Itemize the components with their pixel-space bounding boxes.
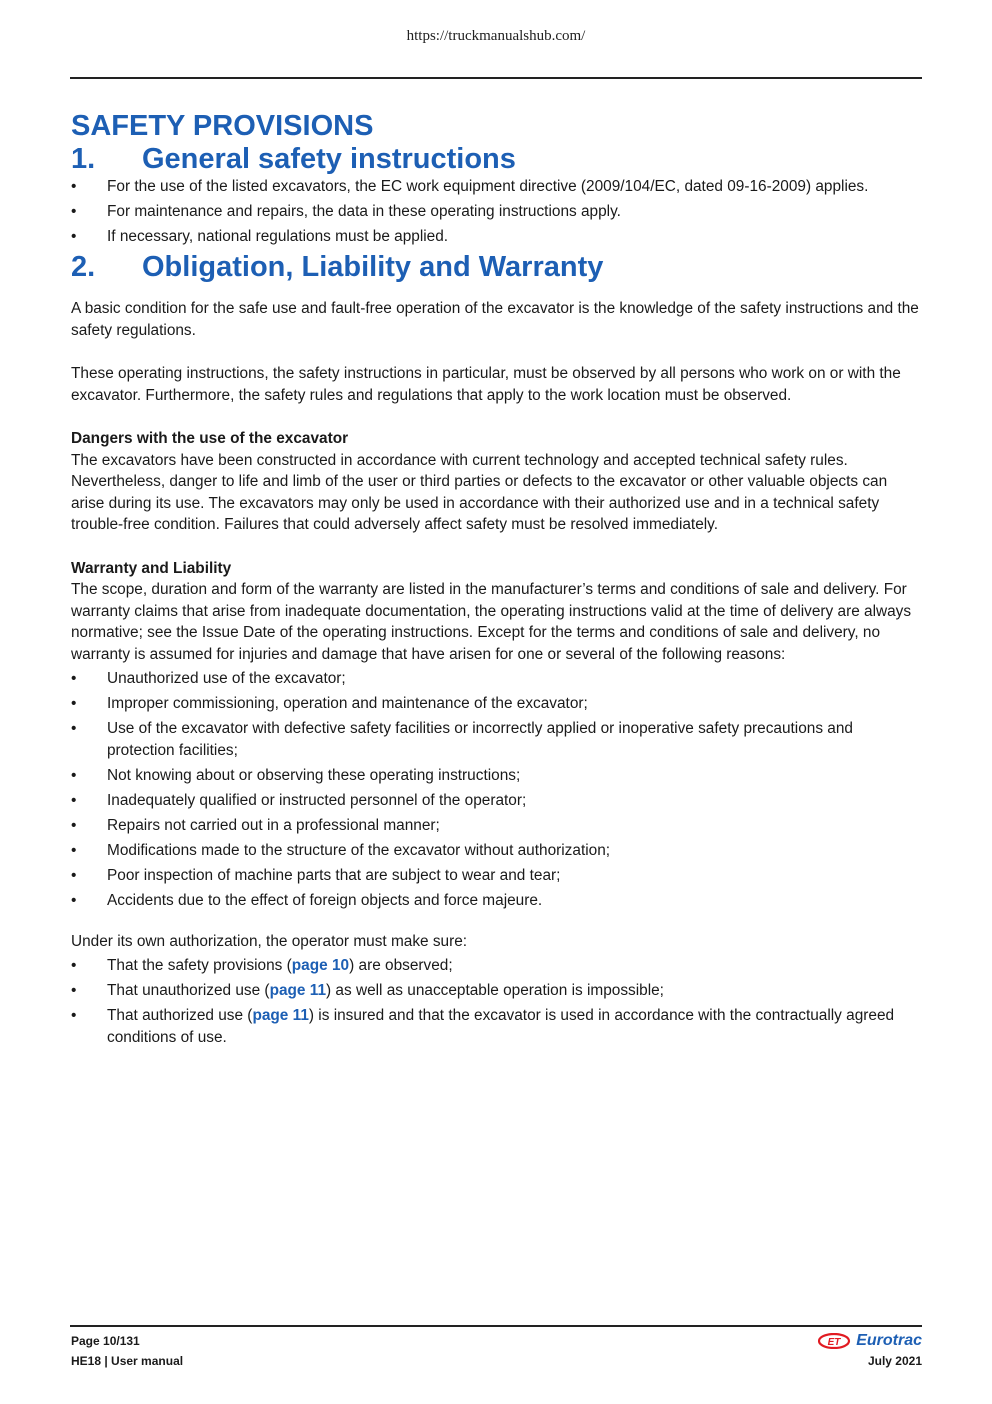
footer-date: July 2021 (867, 1354, 922, 1368)
page-link[interactable]: page 11 (252, 1007, 309, 1024)
list-item: • Inadequately qualified or instructed personnel of the operator; (71, 791, 527, 809)
footer-rule (70, 1325, 922, 1327)
list-item-text: That the safety provisions ( (107, 957, 292, 974)
dangers-paragraph: The excavators have been constructed in accordance with current technology and accepted technical safety rules. Nevertheless, danger to life and limb of the user or third parties or defects to the excavator or other valuable objects can arise during its use. The excavators may only be used in accordance with their authorized use and in a technical safety trouble-free condition. Failures that could adversely affect safety must be resolved immediately. (71, 451, 888, 533)
operator-intro: Under its own authorization, the operator must make sure: (71, 932, 468, 950)
list-item: • Use of the excavator with defective safety facilities or incorrectly applied or inoperative safety precautions and protection facilities; (71, 720, 853, 759)
section1-list (71, 176, 923, 248)
warranty-paragraph: The scope, duration and form of the warranty are listed in the manufacturer’s terms and conditions of sale and delivery. For warranty claims that arise from inadequate documentation, the operating instructions valid at the time of delivery are always normative; see the Issue Date of the operating instructions. Except for the terms and conditions of sale and delivery, no warranty is assumed for injuries and damage that have arisen for one or several of the following reasons: (71, 581, 912, 663)
list-item: • Improper commissioning, operation and maintenance of the excavator; (71, 695, 588, 712)
list-item-text: For maintenance and repairs, the data in these operating instructions apply. (107, 203, 621, 220)
list-item: • That the safety provisions (page 10) are observed; (71, 957, 453, 974)
footer-left (71, 1331, 183, 1371)
document-name: HE18 | User manual (71, 1354, 184, 1368)
header-url: https://truckmanualshub.com/ (406, 28, 586, 44)
section2-heading (71, 251, 923, 284)
paragraph-observance: These operating instructions, the safety instructions in particular, must be observed by all persons who work on or with the excavator. Furthermore, the safety rules and regulations that apply to the work location must be observed. (71, 365, 901, 404)
svg-text:ET: ET (827, 1337, 841, 1348)
list-item: • Not knowing about or observing these operating instructions; (71, 766, 521, 784)
page-link[interactable]: page 10 (291, 957, 350, 974)
section2-title: Obligation, Liability and Warranty (142, 251, 604, 283)
list-item: • If necessary, national regulations must be applied. (71, 228, 449, 245)
list-item: • Accidents due to the effect of foreign objects and force majeure. (71, 891, 543, 909)
list-item: • Repairs not carried out in a professional manner; (71, 816, 440, 834)
list-item-text: Not knowing about or observing these operating instructions; (107, 766, 521, 784)
list-item: • For the use of the listed excavators, the EC work equipment directive (2009/104/EC, dated 09-16-2009) applies. (71, 178, 869, 195)
reasons-list (71, 668, 923, 911)
list-item: • Poor inspection of machine parts that are subject to wear and tear; (71, 866, 561, 884)
list-item-text: Unauthorized use of the excavator; (107, 670, 346, 687)
list-item-text: ) is insured and that the excavator is used in accordance with the contractually agreed conditions of use. (107, 1007, 895, 1046)
brand-logo (818, 1331, 922, 1351)
list-item-text: Poor inspection of machine parts that are subject to wear and tear; (107, 866, 561, 884)
list-item: • Modifications made to the structure of the excavator without authorization; (71, 841, 611, 859)
operator-list (71, 955, 923, 1048)
section2-number: 2. (71, 251, 96, 283)
list-item-text: Improper commissioning, operation and maintenance of the excavator; (107, 695, 588, 712)
dangers-heading: Dangers with the use of the excavator (71, 430, 349, 447)
list-item-text: For the use of the listed excavators, the EC work equipment directive (2009/104/EC, dated 09-16-2009) applies. (107, 178, 869, 195)
section1-title: General safety instructions (142, 143, 516, 175)
list-item-text: Accidents due to the effect of foreign objects and force majeure. (107, 891, 543, 909)
page-link[interactable]: page 11 (269, 982, 327, 999)
warranty-heading: Warranty and Liability (71, 559, 232, 577)
list-item-text: Repairs not carried out in a professional manner; (107, 816, 440, 834)
list-item: • Unauthorized use of the excavator; (71, 670, 346, 687)
page-title: SAFETY PROVISIONS (71, 110, 374, 142)
footer-right (818, 1331, 922, 1371)
paragraph-basic-condition: A basic condition for the safe use and fault-free operation of the excavator is the knowledge of the safety instructions and the safety regulations. (71, 300, 919, 339)
list-item-text: ) as well as unacceptable operation is impossible; (326, 982, 664, 999)
list-item-text: That authorized use ( (107, 1007, 253, 1024)
list-item-text: Use of the excavator with defective safety facilities or incorrectly applied or inoperative safety precautions and protection facilities; (107, 720, 853, 759)
page-content (71, 110, 923, 1052)
header-rule (70, 77, 922, 79)
list-item-text: Modifications made to the structure of the excavator without authorization; (107, 841, 611, 859)
list-item: • That authorized use (page 11) is insured and that the excavator is used in accordance with the contractually agreed conditions of use. (71, 1007, 895, 1046)
page-number: Page 10/131 (71, 1334, 140, 1348)
eurotrac-logo-icon (818, 1333, 852, 1349)
section1-number: 1. (71, 143, 96, 175)
list-item-text: That unauthorized use ( (107, 982, 270, 999)
brand-name: Eurotrac (856, 1332, 922, 1349)
list-item-text: Inadequately qualified or instructed personnel of the operator; (107, 791, 527, 809)
list-item-text: If necessary, national regulations must be applied. (107, 228, 449, 245)
list-item: • For maintenance and repairs, the data in these operating instructions apply. (71, 203, 621, 220)
list-item-text: ) are observed; (349, 957, 453, 974)
section1-heading (71, 143, 923, 176)
list-item: • That unauthorized use (page 11) as well as unacceptable operation is impossible; (71, 982, 664, 999)
